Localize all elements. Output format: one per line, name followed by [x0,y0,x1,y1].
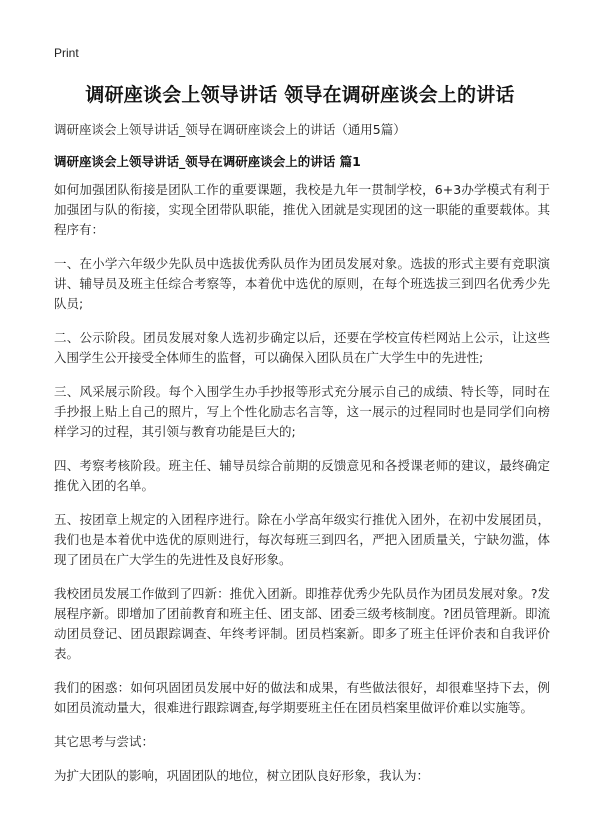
document-subtitle: 调研座谈会上领导讲话_领导在调研座谈会上的讲话（通用5篇） [54,122,406,137]
paragraph-intro: 如何加强团队衔接是团队工作的重要课题，我校是九年一贯制学校，6+3办学模式有利于加强团与队的衔接，实现全团带队职能，推优入团就是实现团的这一职能的重要载体。其程序有： [54,182,550,237]
paragraph-step-1: 一、在小学六年级少先队员中选拔优秀队员作为团员发展对象。选拔的形式主要有竞职演讲、辅导员及班主任综合考察等，本着优中选优的原则，在每个班选拔三到四名优秀少先队员; [54,256,550,311]
paragraph-four-new: 我校团员发展工作做到了四新：推优入团新。即推荐优秀少先队员作为团员发展对象。?发展程序新。即增加了团前教育和班主任、团支部、团委三级考核制度。?团员管理新。即流动团员登记、团员跟踪调查、年终考评制。团员档案新。即多了班主任评价表和自我评价表。 [54,586,550,661]
paragraph-step-4: 四、考察考核阶段。班主任、辅导员综合前期的反馈意见和各授课老师的建议，最终确定推优入团的名单。 [54,458,550,493]
document-body [54,180,550,800]
page-title: 调研座谈会上领导讲话 领导在调研座谈会上的讲话 [85,84,515,106]
print-link[interactable]: Print [54,46,79,60]
paragraph-step-5: 五、按团章上规定的入团程序进行。除在小学高年级实行推优入团外，在初中发展团员，我们也是本着优中选优的原则进行，每次每班三到四名，严把入团质量关，宁缺勿滥，体现了团员在广大学生的先进性及良好形象。 [54,512,550,567]
paragraph-step-2: 二、公示阶段。团员发展对象人选初步确定以后，还要在学校宣传栏网站上公示，让这些入围学生公开接受全体师生的监督，可以确保入团队员在广大学生中的先进性; [54,330,550,365]
paragraph-expansion: 为扩大团队的影响，巩固团队的地位，树立团队良好形象，我认为： [54,768,430,783]
paragraph-other-thoughts: 其它思考与尝试： [54,734,155,749]
paragraph-confusion: 我们的困惑：如何巩固团员发展中好的做法和成果，有些做法很好，却很难坚持下去，例如团员流动量大，很难进行跟踪调查,每学期要班主任在团员档案里做评价难以实施等。 [54,680,550,715]
paragraph-step-3: 三、风采展示阶段。每个入围学生办手抄报等形式充分展示自己的成绩、特长等，同时在手抄报上贴上自己的照片，写上个性化励志名言等，这一展示的过程同时也是同学们向榜样学习的过程，其引领与教育功能是巨大的; [54,384,550,439]
section-heading: 调研座谈会上领导讲话_领导在调研座谈会上的讲话 篇1 [54,154,361,169]
